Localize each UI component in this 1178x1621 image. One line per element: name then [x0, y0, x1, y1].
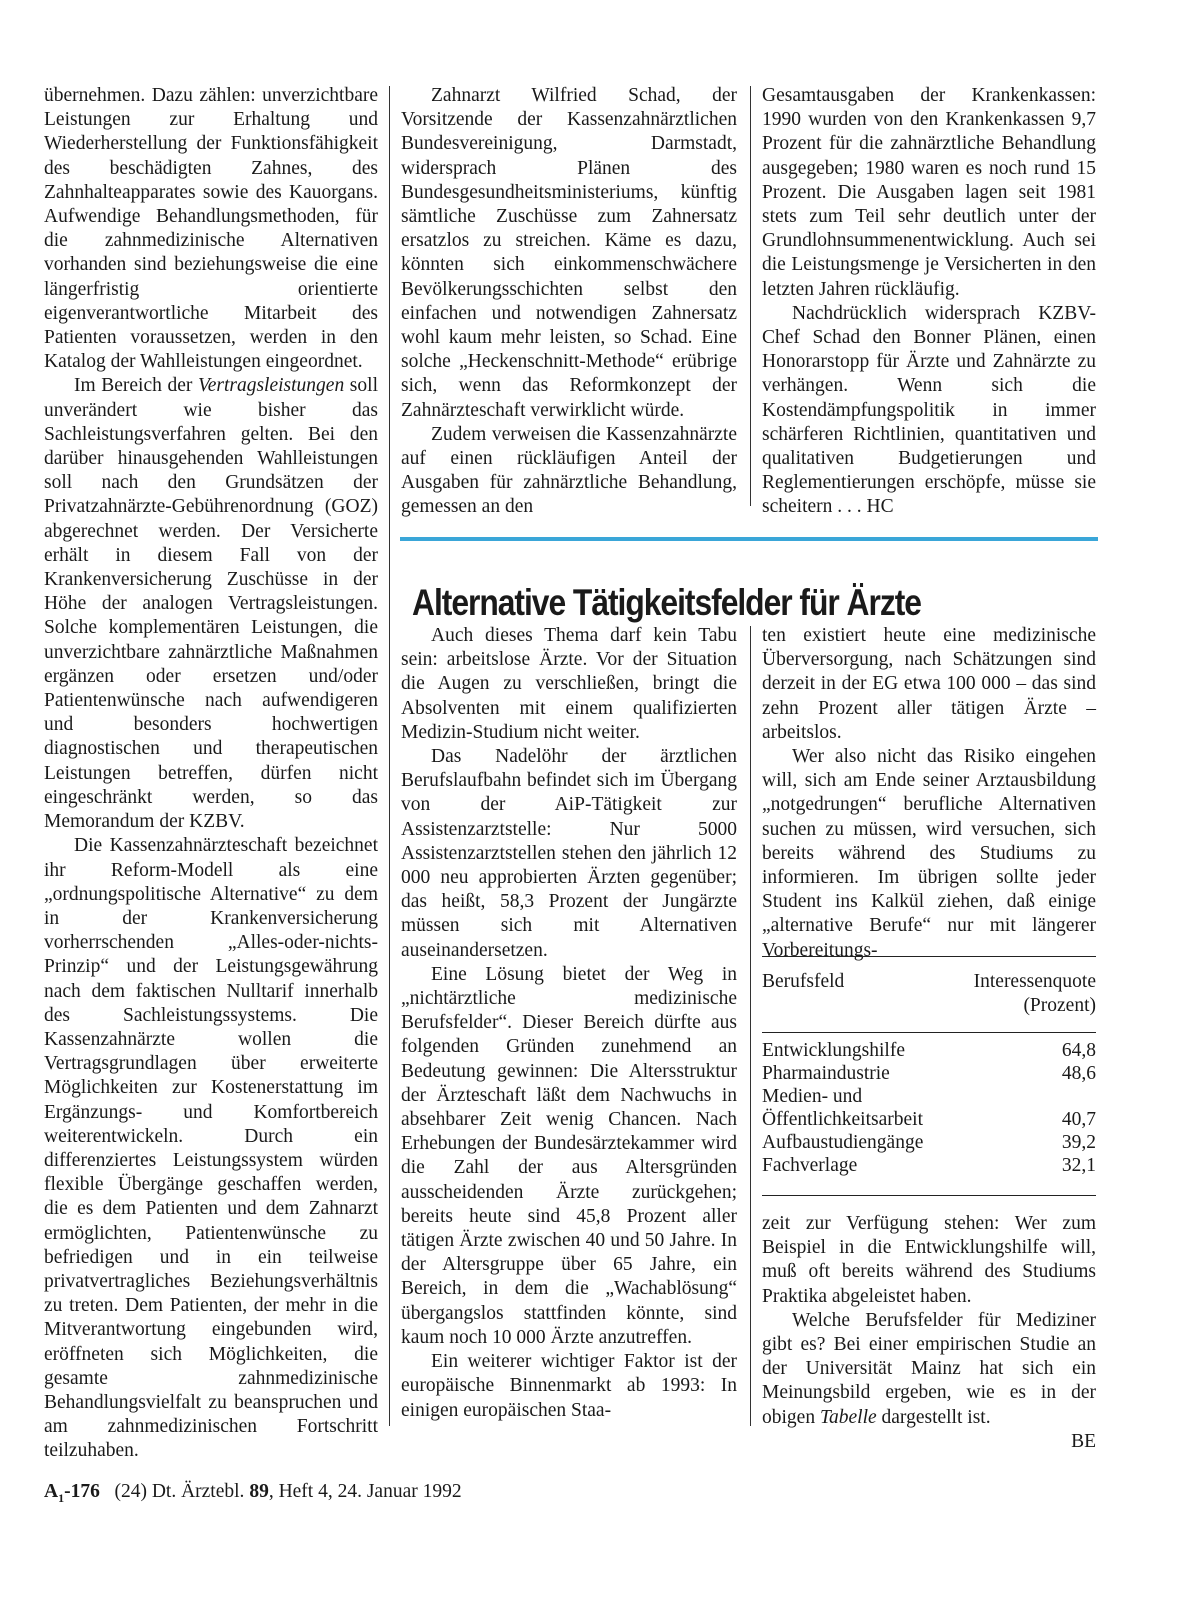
emphasis: Vertragsleistungen: [197, 375, 345, 397]
text: Welche Berufsfelder für Mediziner gibt es? Bei einer empirischen Studie an der Universität Mainz hat sich ein Meinungsbild ergeben, wie es in der obigen: [762, 1309, 1096, 1428]
table-cell: Medien- und: [762, 1086, 863, 1107]
journal-name: (24) Dt. Ärztebl.: [114, 1481, 245, 1502]
table-top-rule: [762, 956, 1096, 957]
table-cell: [1038, 1085, 1096, 1108]
text: dargestellt ist.: [876, 1406, 991, 1428]
table-cell: Aufbaustudiengänge: [762, 1132, 924, 1153]
table-cell: 39,2: [1061, 1132, 1096, 1153]
table-cell: 40,7: [1061, 1109, 1096, 1130]
section-rule: [400, 537, 1098, 541]
table-header-rule: [762, 1032, 1096, 1033]
paragraph: Nachdrücklich widersprach KZBV-Chef Schad den Bonner Plänen, einen Honorarstopp für Ärzte und Zahnärzte zu verhängen. Wenn sich die Kostendämpfungspolitik in immer schärferen Richtlinien, quantitativen und qualitativen Budgetierungen und Reglementierungen erschöpfe, müsse sie scheitern . . . HC: [762, 302, 1096, 518]
paragraph: [44, 374, 378, 834]
text: soll unverändert wie bisher das Sachleistungsverfahren gelten. Bei den darüber hinausgehenden Wahlleistungen soll nach den Grundsätzen der Privatzahnärzte-Gebührenordnung (GOZ) abgerechnet werden. Der Versicherte erhält in diesem Fall von der Krankenversicherung Zuschüsse in der Höhe der analogen Vertragsleistungen. Solche komplementären Leistungen, die unverzichtbare zahnärztliche Maßnahmen ergänzen oder ersetzen und/oder Patientenwünsche nach aufwendigeren und besonders hochwertigen diagnostischen und therapeutischen Leistungen betreffen, dürfen nicht eingeschränkt werden, so das Memorandum der KZBV.: [44, 375, 378, 833]
table-bottom-rule: [762, 1195, 1096, 1196]
table-row: [762, 1154, 1096, 1177]
table-body: [762, 1039, 1096, 1177]
volume-number: 89: [249, 1481, 269, 1502]
page-prefix: A: [44, 1481, 59, 1502]
paragraph: zeit zur Verfügung stehen: Wer zum Beispiel in die Entwicklungshilfe will, muß oft bereits während des Studiums Praktika abgeleistet haben.: [762, 1213, 1096, 1307]
paragraph: Eine Lösung bietet der Weg in „nichtärztliche medizinische Berufsfelder“. Dieser Bereich dürfte aus folgenden Gründen zunehmend an Bedeutung gewinnen: Die Altersstruktur der Ärzteschaft läßt dem Nachwuchs in absehbarer Zeit wenig Chancen. Nach Erhebungen der Bundesärztekammer wird die Zahl der aus Altersgründen ausscheidenden Ärzte zurückgehen; bereits heute sind 45,8 Prozent aller tätigen Ärzte zwischen 40 und 50 Jahre. In der Altersgruppe über 65 Jahre, ein Bereich, in dem die „Wachablösung“ übergangslos stattfinden könnte, sind kaum noch 10 000 Ärzte anzutreffen.: [401, 963, 737, 1348]
table-cell: 48,6: [1061, 1063, 1096, 1084]
paragraph: Zahnarzt Wilfried Schad, der Vorsitzende der Kassenzahnärztlichen Bundesvereinigung, Darmstadt, widersprach Plänen des Bundesgesundheitsministeriums, künftig sämtliche Zuschüsse zum Zahnersatz ersatzlos zu streichen. Käme es dazu, könnten sich einkommenschwächere Bevölkerungsschichten selbst den einfachen und notwendigen Zahnersatz wohl kaum mehr leisten, so Schad. Eine solche „Heckenschnitt-Methode“ erübrige sich, wenn das Reformkonzept der Zahnärzteschaft verwirklicht würde.: [401, 85, 737, 421]
table-row: [762, 1085, 1096, 1108]
paragraph: Wer also nicht das Risiko eingehen will, sich am Ende seiner Arztausbildung „notgedrungen“ berufliche Alternativen suchen zu müssen, wird versuchen, sich bereits während des Studiums zu informieren. Im übrigen sollte jeder Student ins Kalkül ziehen, daß einige „alternative Berufe“ nur mit längerer Vorbereitungs-: [762, 746, 1096, 961]
data-table: [762, 970, 1096, 1177]
column-divider: [389, 86, 390, 1426]
table-header-value: [974, 970, 1096, 1018]
emphasis: Tabelle: [819, 1406, 877, 1428]
header-line: Interessenquote: [973, 971, 1096, 992]
paragraph: Auch dieses Thema darf kein Tabu sein: arbeitslose Ärzte. Vor der Situation die Augen zu verschließen, bringt die Absolventen mit einem qualifizierten Medizin-Studium nicht weiter.: [401, 625, 737, 743]
table-row: [762, 1062, 1096, 1085]
paragraph: Ein weiterer wichtiger Faktor ist der europäische Binnenmarkt ab 1993: In einigen europäischen Staa-: [401, 1351, 737, 1421]
table-row: [762, 1108, 1096, 1131]
issue-date: , Heft 4, 24. Januar 1992: [268, 1481, 462, 1502]
column-1: [44, 84, 378, 1464]
column-3: [762, 84, 1096, 520]
article-column-b-continued: [762, 1212, 1096, 1454]
paragraph: ten existiert heute eine medizinische Überversorgung, nach Schätzungen sind derzeit in der EG etwa 100 000 – das sind zehn Prozent aller tätigen Ärzte – arbeitslos.: [762, 625, 1096, 743]
table-cell: Öffentlichkeitsarbeit: [762, 1109, 923, 1130]
table-header: [762, 970, 1096, 1018]
page-num: -176: [64, 1481, 100, 1502]
paragraph: Die Kassenzahnärzteschaft bezeichnet ihr Reform-Modell als eine „ordnungspolitische Alternative“ zu dem in der Krankenversicherung vorherrschenden „Alles-oder-nichts-Prinzip“ und der Leistungsgewährung nach dem faktischen Nulltarif innerhalb des Sachleistungssystems. Die Kassenzahnärzte wollen die Vertragsgrundlagen über erweiterte Möglichkeiten zur Kostenerstattung im Ergänzungs- und Komfortbereich weiterentwickeln. Durch ein differenziertes Leistungssystem würden flexible Übergänge geschaffen werden, die es dem Patienten und dem Zahnarzt ermöglichten, Patientenwünsche zu befriedigen und in ein teilweise privatvertragliches Beziehungsverhältnis zu treten. Dem Patienten, der mehr in die Mitverantwortung eingebunden wird, eröffneten sich Möglichkeiten, die gesamte zahnmedizinische Behandlungsvielfalt zu beanspruchen und am zahnmedizinischen Fortschritt teilzuhaben.: [44, 835, 378, 1462]
article-column-a: [401, 624, 737, 1423]
page-number: [44, 1481, 100, 1505]
paragraph: übernehmen. Dazu zählen: unverzichtbare Leistungen zur Erhaltung und Wiederherstellung der Funktionsfähigkeit des beschädigten Zahnes, des Zahnhalteapparates sowie des Kauorgans. Aufwendige Behandlungsmethoden, für die zahnmedizinische Alternativen vorhanden sind beziehungsweise die eine längerfristig orientierte eigenverantwortliche Mitarbeit des Patienten voraussetzen, werden in den Katalog der Wahlleistungen eingeordnet.: [44, 85, 378, 373]
table-header-label: Berufsfeld: [762, 971, 845, 992]
article-headline: Alternative Tätigkeitsfelder für Ärzte: [412, 582, 921, 623]
column-divider: [750, 86, 751, 506]
author-signature: BE: [1071, 1430, 1096, 1452]
column-divider: [750, 626, 751, 1426]
table-cell: 32,1: [1061, 1155, 1096, 1176]
paragraph: [762, 1309, 1096, 1430]
page-subscript: 1: [58, 1490, 65, 1505]
table-cell: 64,8: [1061, 1040, 1096, 1061]
article-column-b: [762, 624, 1096, 963]
column-2: [401, 84, 737, 520]
table-row: [762, 1131, 1096, 1154]
table-cell: Entwicklungshilfe: [762, 1040, 905, 1061]
paragraph: Zudem verweisen die Kassenzahnärzte auf einen rückläufigen Anteil der Ausgaben für zahnärztliche Behandlung, gemessen an den: [401, 423, 737, 518]
table-row: [762, 1039, 1096, 1062]
text: Im Bereich der: [74, 375, 198, 397]
paragraph: Das Nadelöhr der ärztlichen Berufslaufbahn befindet sich im Übergang von der AiP-Tätigkeit zur Assistenzarztstelle: Nur 5000 Assistenzarztstellen stehen den jährlich 12 000 neu approbierten Ärzten gegenüber; das heißt, 58,3 Prozent der Jungärzte müssen sich mit Alternativen auseinandersetzen.: [401, 746, 737, 961]
header-line: (Prozent): [1023, 995, 1096, 1016]
table-cell: Fachverlage: [762, 1155, 858, 1176]
paragraph: Gesamtausgaben der Krankenkassen: 1990 wurden von den Krankenkassen 9,7 Prozent für die zahnärztliche Behandlung ausgegeben; 1980 waren es noch rund 15 Prozent. Die Ausgaben lagen seit 1981 stets zum Teil sehr deutlich unter der Grundlohnsummenentwicklung. Auch sei die Leistungsmenge je Versicherten in den letzten Jahren rückläufig.: [762, 85, 1096, 300]
table-cell: Pharmaindustrie: [762, 1063, 890, 1084]
page-footer: [44, 1481, 462, 1506]
